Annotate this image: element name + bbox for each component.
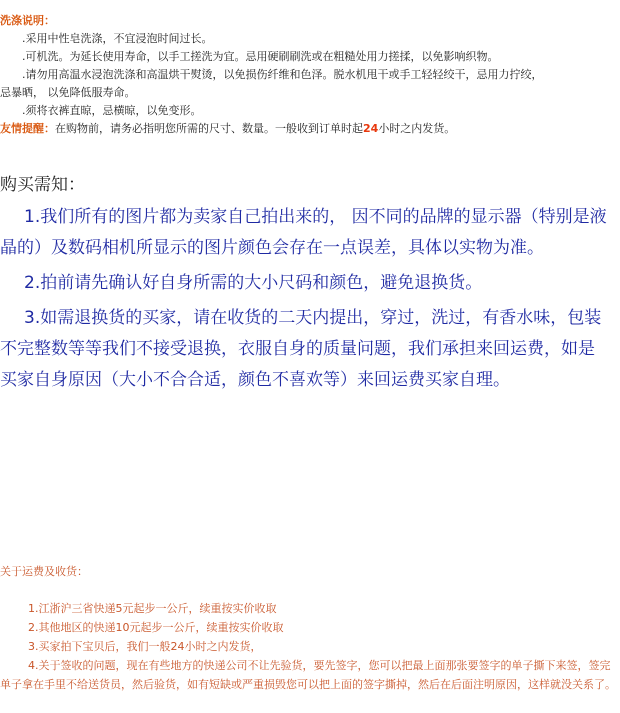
buy-note-text: 拍前请先确认好自身所需的大小尺码和颜色，避免退换货。 [40, 273, 483, 293]
buy-notes-list [0, 202, 620, 396]
reminder-label: 友情提醒： [0, 122, 55, 135]
reminder-text-before: 在购物前，请务必指明您所需的尺寸、数量。一般收到订单时起 [55, 122, 363, 135]
wash-item: .须将衣裤直晾，忌横晾，以免变形。 [22, 104, 202, 117]
buy-notes-title: 购买需知： [0, 175, 85, 195]
reminder-text-after: 小时之内发货。 [378, 122, 456, 135]
wash-item: .可机洗。为延长使用寿命，以手工搓洗为宜。忌用硬刷刷洗或在粗糙处用力搓揉，以免影响织物。 [22, 50, 499, 63]
wash-section [0, 12, 620, 138]
shipping-section [0, 562, 620, 694]
reminder-highlight: 24 [363, 122, 379, 135]
buy-note-item [0, 202, 610, 264]
shipping-item: 2.其他地区的快递10元起步一公斤，续重按实价收取 [28, 621, 284, 634]
wash-label: 洗涤说明： [0, 14, 55, 27]
buy-note-item [0, 268, 610, 299]
shipping-item: 3.买家拍下宝贝后，我们一般24小时之内发货， [28, 640, 262, 653]
buy-note-item [0, 303, 610, 396]
buy-notes-section [0, 170, 620, 195]
reminder-line [0, 120, 620, 138]
buy-note-text: 我们所有的图片都为卖家自己拍出来的， 因不同的品牌的显示器（特别是液晶的）及数码相机所显示的图片颜色会存在一点误差，具体以实物为准。 [0, 207, 607, 258]
shipping-title: 关于运费及收货： [0, 565, 88, 578]
buy-note-num: 2. [24, 273, 41, 293]
shipping-item: 4.关于签收的问题，现在有些地方的快递公司不让先验货，要先签字，您可以把最上面那张要签字的单子撕下来签，签完单子拿在手里不给送货员，然后验货，如有短缺或严重损毁您可以把上面的签字撕掉，然后在后面注明原因，这样就没关系了。 [0, 659, 616, 691]
wash-item: 忌暴晒， 以免降低服寿命。 [0, 86, 136, 99]
buy-note-num: 3. [24, 308, 41, 328]
wash-item: .请勿用高温水浸泡洗涤和高温烘干熨烫，以免损伤纤维和色泽。脱水机甩干或手工轻轻绞干，忌用力拧绞， [22, 68, 543, 81]
wash-item: .采用中性皂洗涤，不宜浸泡时间过长。 [22, 32, 213, 45]
buy-note-num: 1. [24, 207, 41, 227]
shipping-item: 1.江浙沪三省快递5元起步一公斤，续重按实价收取 [28, 602, 277, 615]
buy-note-text: 如需退换货的买家，请在收货的二天内提出，穿过，洗过，有香水味，包装不完整数等等我们不接受退换，衣服自身的质量问题，我们承担来回运费，如是买家自身原因（大小不合合适，颜色不喜欢等）来回运费买家自理。 [0, 308, 602, 390]
